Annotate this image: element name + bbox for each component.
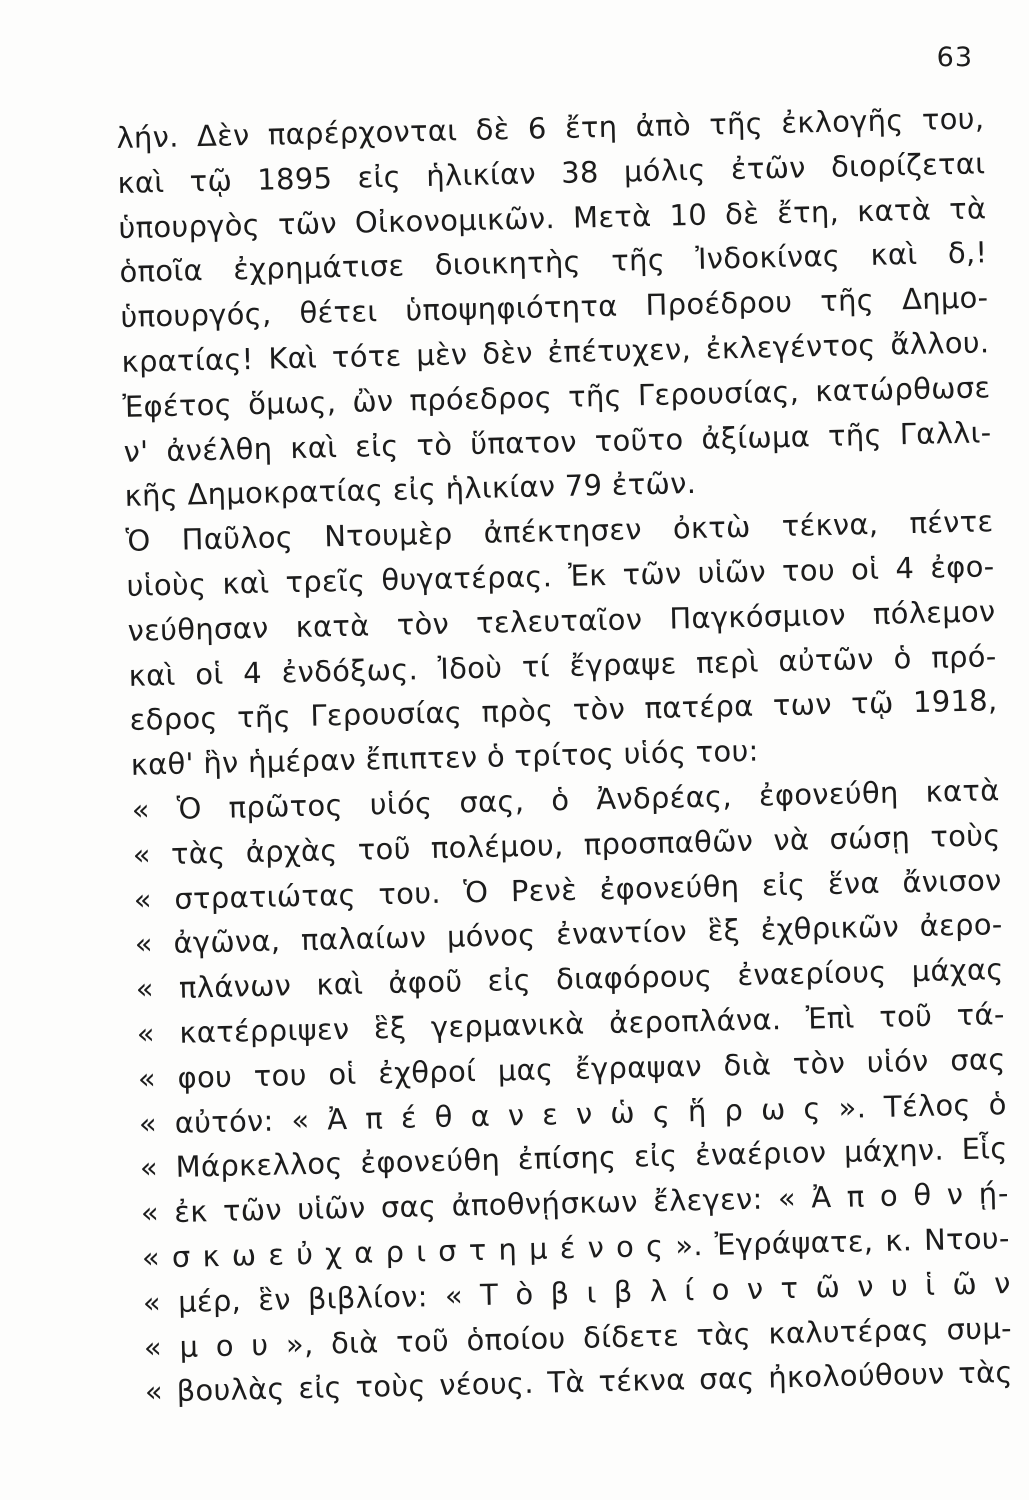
page-number: 63 [936,42,973,73]
text-line: « Ὁ πρῶτος υἱός σας, ὁ Ἀνδρέας, ἐφονεύθη κατὰ [131,773,1000,827]
text-line: καὶ τῷ 1895 εἰς ἡλικίαν 38 μόλις ἐτῶν διορίζεται [117,146,986,200]
text-line: « στρατιώτας του. Ὁ Ρενὲ ἐφονεύθη εἰς ἕνα ἄνισον [133,862,1002,917]
text-line: κρατίας! Καὶ τότε μὲν δὲν ἐπέτυχεν, ἐκλεγέντος ἄλλου. [121,325,990,379]
text-line: « ἀγῶνα, παλαίων μόνος ἐναντίον ἓξ ἐχθρικῶν ἀερο- [134,907,1003,962]
text-line: κῆς Δημοκρατίας εἰς ἡλικίαν 79 ἐτῶν. [124,466,697,514]
text-line: « ἐκ τῶν υἱῶν σας ἀποθνῄσκων ἔλεγεν: « Ἀ π ο θ ν ῄ- [140,1176,1010,1230]
text-line: « μ ο υ », διὰ τοῦ ὁποίου δίδετε τὰς καλυτέρας συμ- [143,1310,1013,1365]
text-line: καὶ οἱ 4 ἐνδόξως. Ἰδοὺ τί ἔγραψε περὶ αὐτῶν ὁ πρό- [128,638,997,693]
text-line: « πλάνων καὶ ἀφοῦ εἰς διαφόρους ἐναερίους μάχας [135,952,1004,1006]
text-line: καθ' ἣν ἡμέραν ἔπιπτεν ὁ τρίτος υἱός του: [130,733,760,782]
text-line: Ὁ Παῦλος Ντουμὲρ ἀπέκτησεν ὀκτὼ τέκνα, πέντε [125,504,994,559]
text-line: νεύθησαν κατὰ τὸν τελευταῖον Παγκόσμιον πόλεμον [127,593,996,648]
text-line: « κατέρριψεν ἓξ γερμανικὰ ἀεροπλάνα. Ἐπὶ τοῦ τά- [136,997,1005,1051]
text-line: « αὐτόν: « Ἀ π έ θ α ν ε ν ὡ ς ἥ ρ ω ς ». Τέλος ὁ [138,1086,1008,1141]
text-line: « Μάρκελλος ἐφονεύθη ἐπίσης εἰς ἐναέριον μάχην. Εἷς [139,1131,1009,1186]
text-line: « τὰς ἀρχὰς τοῦ πολέμου, προσπαθῶν νὰ σώσῃ τοὺς [132,817,1001,872]
text-line: ν' ἀνέλθη καὶ εἰς τὸ ὕπατον τοῦτο ἀξίωμα τῆς Γαλλι- [123,414,992,469]
text-line: « μέρ, ἓν βιβλίον: « Τ ὸ β ι β λ ί ο ν τ ῶ ν υ ἱ ῶ ν [142,1265,1012,1320]
text-line: « βουλὰς εἰς τοὺς νέους. Τὰ τέκνα σας ἠκολούθουν τὰς [144,1355,1014,1409]
body-text [116,96,1013,1414]
text-line: εδρος τῆς Γερουσίας πρὸς τὸν πατέρα των τῷ 1918, [129,683,998,738]
text-line: « φου του οἱ ἐχθροί μας ἔγραψαν διὰ τὸν υἱόν σας [137,1041,1007,1096]
text-line: « σ κ ω ε ὐ χ α ρ ι σ τ η μ έ ν ο ς ». Ἐγράψατε, κ. Ντου- [141,1220,1011,1275]
text-line: ὑπουργὸς τῶν Οἰκονομικῶν. Μετὰ 10 δὲ ἔτη, κατὰ τὰ [118,190,987,245]
text-line: ὑπουργός, θέτει ὑποψηφιότητα Προέδρου τῆς Δημο- [120,280,989,335]
text-line: υἱοὺς καὶ τρεῖς θυγατέρας. Ἐκ τῶν υἱῶν του οἱ 4 ἐφο- [126,549,995,603]
text-line: ὁποῖα ἐχρημάτισε διοικητὴς τῆς Ἰνδοκίνας καὶ δ,! [119,235,988,290]
text-line: λήν. Δὲν παρέρχονται δὲ 6 ἔτη ἀπὸ τῆς ἐκλογῆς του, [116,101,985,155]
text-line: Ἐφέτος ὅμως, ὢν πρόεδρος τῆς Γερουσίας, κατώρθωσε [122,370,991,424]
